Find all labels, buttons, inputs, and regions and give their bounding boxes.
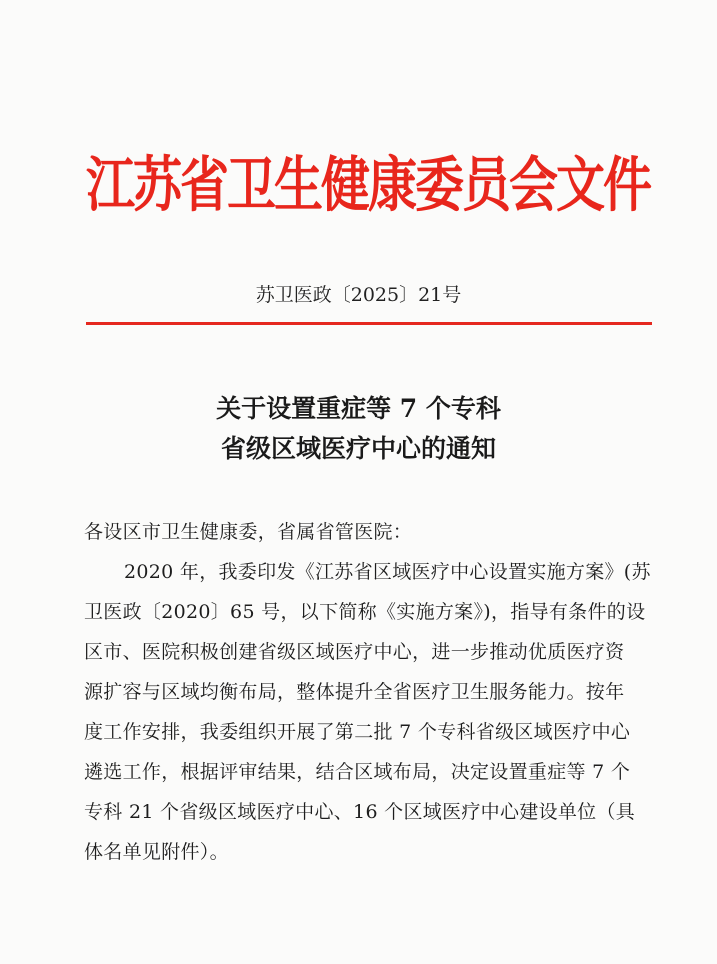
salutation: 各设区市卫生健康委，省属省管医院： — [84, 521, 413, 543]
paragraph-line: 卫医政〔2020〕65 号，以下简称《实施方案》)，指导有条件的设 — [84, 601, 646, 623]
document-title-line-1: 关于设置重症等 7 个专科 — [216, 394, 501, 423]
paragraph-line: 专科 21 个省级区域医疗中心、16 个区域医疗中心建设单位（具 — [84, 801, 636, 823]
paragraph-line: 体名单见附件）。 — [84, 841, 229, 863]
paragraph-line: 遴选工作，根据评审结果，结合区域布局，决定设置重症等 7 个 — [84, 761, 631, 783]
header-divider — [86, 322, 652, 325]
paragraph-line: 区市、医院积极创建省级区域医疗中心，进一步推动优质医疗资 — [84, 641, 625, 663]
paragraph-line: 2020 年，我委印发《江苏省区域医疗中心设置实施方案》(苏 — [124, 561, 651, 583]
document-number: 苏卫医政〔2025〕21号 — [255, 284, 462, 306]
agency-header-title: 江苏省卫生健康委员会文件 — [86, 149, 651, 221]
document-title-line-2: 省级区域医疗中心的通知 — [220, 434, 496, 463]
paragraph-line: 度工作安排，我委组织开展了第二批 7 个专科省级区域医疗中心 — [84, 721, 631, 743]
paragraph-line: 源扩容与区域均衡布局，整体提升全省医疗卫生服务能力。按年 — [84, 681, 625, 703]
